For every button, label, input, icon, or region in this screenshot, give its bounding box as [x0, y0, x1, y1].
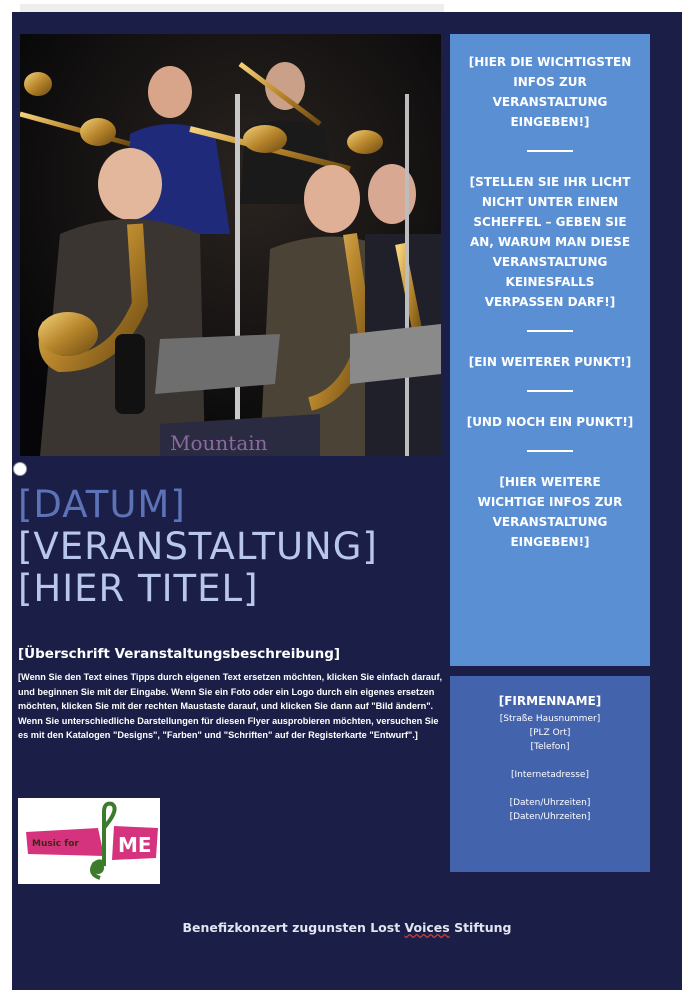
web-address: [Internetadresse]	[511, 770, 589, 780]
event-title: [HIER TITEL]	[18, 567, 259, 610]
logo-text-right: ME	[118, 833, 152, 857]
sidebar-divider	[527, 330, 573, 332]
music-for-me-logo[interactable]	[18, 798, 160, 884]
contact-box	[450, 676, 650, 872]
postal-city: [PLZ Ort]	[529, 728, 571, 738]
dates-times: [Daten/Uhrzeiten]	[509, 798, 591, 808]
event-title-block	[18, 484, 443, 610]
description-body: [Wenn Sie den Text eines Tipps durch eigenen Text ersetzen möchten, klicken Sie einfach darauf, und beginnen Sie mit der Eingabe. Wenn Sie ein Foto oder ein Logo durch ein eigenes ersetzen möchten, klicken Sie mit der rechten Maustaste darauf, und klicken Sie dann auf "Bild ändern". Wenn Sie unterschiedliche Darstellungen für diesen Flyer ausprobieren möchten, versuchen Sie es mit den Katalogen "Designs", "Farben" und "Schriften" auf der Registerkarte "Entwurf".]	[18, 672, 443, 741]
footer-text-spellcheck: Voices	[404, 920, 450, 935]
sidebar-item-highlight: [STELLEN SIE IHR LICHT NICHT UNTER EINEN SCHEFFEL – GEBEN SIE AN, WARUM MAN DIESE VERANSTALTUNG KEINESFALLS VERPASSEN DARF!]	[469, 175, 631, 309]
footer-text-start: Benefizkonzert zugunsten Lost	[182, 920, 405, 935]
sidebar-divider	[527, 450, 573, 452]
image-anchor-handle[interactable]	[13, 462, 27, 476]
footer-note	[12, 920, 682, 935]
sidebar-item-main-info: [HIER DIE WICHTIGSTEN INFOS ZUR VERANSTALTUNG EINGEBEN!]	[468, 55, 632, 129]
sidebar-divider	[527, 150, 573, 152]
description-heading: [Überschrift Veranstaltungsbeschreibung]	[18, 646, 341, 662]
sidebar-item-more-info: [HIER WEITERE WICHTIGE INFOS ZUR VERANSTALTUNG EINGEBEN!]	[477, 475, 623, 549]
dates-times: [Daten/Uhrzeiten]	[509, 812, 591, 822]
logo-text-left: Music for	[32, 839, 79, 849]
info-sidebar	[450, 34, 650, 666]
sidebar-divider	[527, 390, 573, 392]
street-address: [Straße Hausnummer]	[499, 714, 601, 724]
sidebar-item-point: [EIN WEITERER PUNKT!]	[468, 355, 632, 369]
event-date: [DATUM]	[18, 483, 186, 526]
sidebar-item-another-point: [UND NOCH EIN PUNKT!]	[466, 415, 634, 429]
band-photo[interactable]	[20, 34, 441, 456]
event-name: [VERANSTALTUNG]	[18, 525, 378, 568]
stand-text: Mountain	[170, 431, 268, 455]
footer-text-end: Stiftung	[449, 920, 512, 935]
company-name: [FIRMENNAME]	[498, 694, 602, 708]
phone: [Telefon]	[530, 742, 570, 752]
